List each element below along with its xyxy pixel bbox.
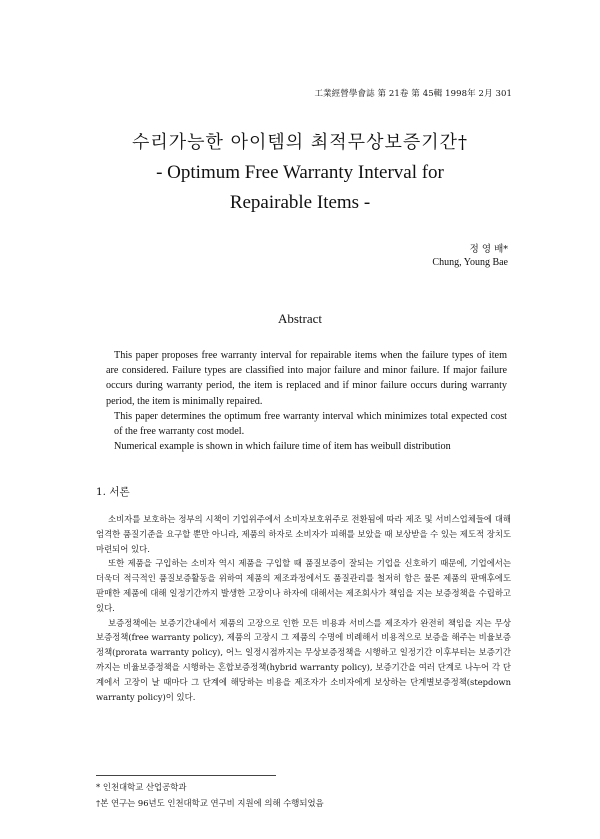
footnote-divider	[96, 775, 276, 776]
author-korean: 정 영 배*	[469, 244, 508, 255]
title-english-line1: - Optimum Free Warranty Interval for	[156, 162, 444, 183]
title-korean: 수리가능한 아이템의 최적무상보증기간†	[131, 132, 469, 153]
body-paragraph: 또한 제품을 구입하는 소비자 역시 제품을 구입할 때 품질보증이 잘되는 기업을 신호하기 때문에, 기업에서는 더욱더 적극적인 품질보증활동을 위하여 제품의 제조과정에서도 품질관리를 철저히 함은 물론 제품의 판매후에도 판매한 제품에 대해 일정기간까지 발생한 고장이나 하자에 대해서는 제조회사가 책임을 지는 보증정책을 수립하고 있다.	[96, 558, 511, 613]
body-paragraph: 보증정책에는 보증기간내에서 제품의 고장으로 인한 모든 비용과 서비스를 제조자가 완전히 책임을 지는 무상보증정책(free warranty policy), 제품의 고장시 그 제품의 수명에 비례해서 비용적으로 보증을 해주는 비율보증정책(prorata warranty policy), 어느 일정시점까지는 무상보증정책을 시행하고 일정기간 이후부터는 보증기간까지는 비율보증정책을 시행하는 혼합보증정책(hybrid warranty policy), 보증기간을 여러 단계로 나누어 각 단계에서 고장이 날 때마다 그 단계에 해당하는 비용을 제조자가 소비자에게 보상하는 단계별보증정책(stepdown warranty policy)이 있다.	[96, 617, 511, 702]
title-english-line2: Repairable Items -	[229, 192, 371, 213]
body-paragraph: 소비자를 보호하는 정부의 시책이 기업위주에서 소비자보호위주로 전환됨에 따라 제조 및 서비스업체들에 대해 엄격한 품질기준을 요구할 뿐만 아니라, 제품의 하자로 소비자가 피해를 보았을 때 보상받을 수 있는 제도적 장치도 마련되어 있다.	[96, 514, 511, 554]
title-block	[0, 128, 600, 214]
abstract-heading: Abstract	[277, 311, 323, 326]
footnote-affiliation: * 인천대학교 산업공학과	[96, 782, 187, 792]
abstract-paragraph: This paper proposes free warranty interval for repairable items when the failure types of item are considered. Failure types are classified into major failure and minor failure. If major failure occurs during warranty period, the item is replaced and if minor failure occurs during warranty period, the item is minimally repaired.	[106, 350, 507, 407]
section-body	[96, 512, 511, 704]
author-english: Chung, Young Bae	[432, 257, 508, 268]
abstract-paragraph: This paper determines the optimum free warranty interval which minimizes total expected cost of the free warranty cost model.	[114, 410, 507, 438]
abstract-paragraph: Numerical example is shown in which failure time of item has weibull distribution	[114, 441, 451, 453]
abstract-body	[106, 348, 507, 454]
section-heading: 1. 서론	[96, 486, 130, 498]
journal-header: 工業經營學會誌 第 21卷 第 45輯 1998年 2月 301	[314, 89, 512, 99]
footnote-funding: †본 연구는 96년도 인천대학교 연구비 지원에 의해 수행되었음	[96, 798, 324, 808]
